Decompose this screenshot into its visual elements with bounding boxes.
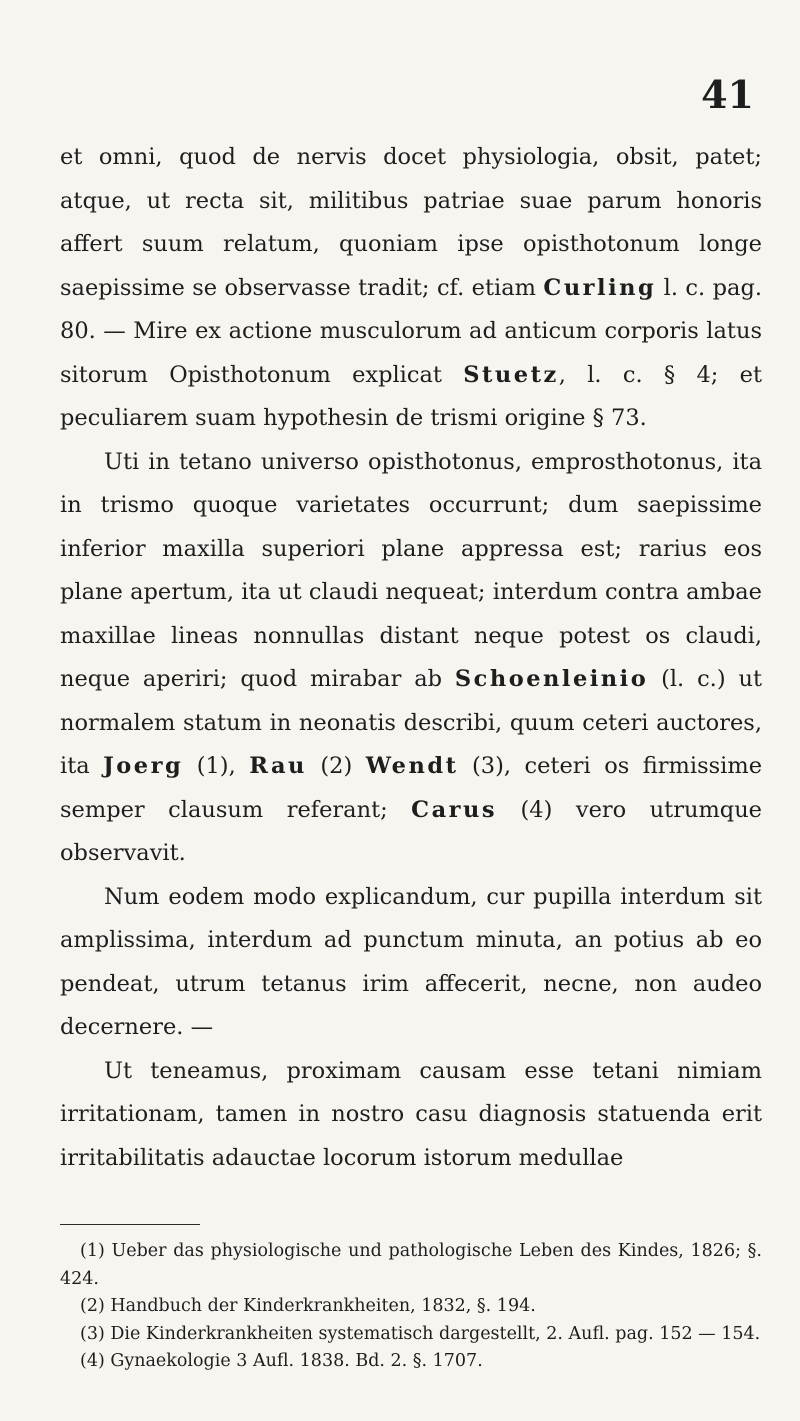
footnote-1: (1) Ueber das physiologische und pathologische Leben des Kindes, 1826; §. 424. [60,1241,762,1289]
author-name: Carus [411,796,498,823]
author-name: Rau [249,753,307,779]
author-name: Stuetz [463,361,559,388]
body-text [60,136,762,1180]
paragraph-2: Uti in tetano universo opisthotonus, emprosthotonus, ita in trismo quoque varietates occurrunt; dum saepissime inferior maxilla superiori plane appressa est; rarius eos plane apertum, ita ut claudi nequeat; interdum contra ambae maxillae lineas nonnullas distant neque potest os claudi, neque aperiri; quod mirabar ab Schoenleinio (l. c.) ut normalem statum in neonatis describi, quum ceteri auctores, ita Joerg (1), Rau (2) Wendt (3), ceteri os firmissime semper clausum referant; Carus (4) vero utrumque observavit. [60,448,763,866]
footnote-rule [60,1224,200,1225]
author-name: Schoenleinio [454,666,649,692]
footnote-2: (2) Handbuch der Kinderkrankheiten, 1832, §. 194. [80,1296,536,1316]
author-name: Wendt [365,753,459,779]
footnote-4: (4) Gynaekologie 3 Aufl. 1838. Bd. 2. §. 1707. [80,1351,483,1371]
paragraph-1: et omni, quod de nervis docet physiologia, obsit, patet; atque, ut recta sit, militibus patriae suae parum honoris affert suum relatum, quoniam ipse opisthotonum longe saepissime se observasse tradit; cf. etiam Curling l. c. pag. 80. — Mire ex actione musculorum ad anticum corporis latus sitorum Opisthotonum explicat Stuetz, l. c. § 4; et peculiarem suam hypothesin de trismi origine § 73. [60,144,762,431]
paragraph-4: Ut teneamus, proximam causam esse tetani nimiam irritationam, tamen in nostro casu diagnosis statuenda erit irritabilitatis adauctae locorum istorum medullae [60,1057,762,1171]
author-name: Joerg [103,753,184,779]
author-name: Curling [543,274,657,301]
paragraph-3: Num eodem modo explicandum, cur pupilla interdum sit amplissima, interdum ad punctum minuta, an potius ab eo pendeat, utrum tetanus irim affecerit, necne, non audeo decernere. — [60,883,762,1040]
footnote-3: (3) Die Kinderkrankheiten systematisch dargestellt, 2. Aufl. pag. 152 — 154. [80,1323,761,1344]
footnotes [60,1238,762,1376]
page-number: 41 [701,72,754,117]
